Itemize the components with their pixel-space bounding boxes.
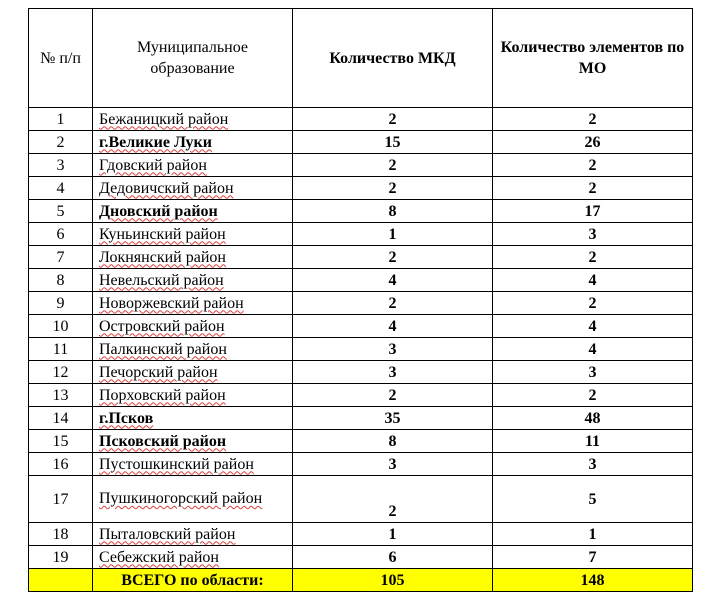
municipality-name [93,384,293,407]
row-number: 19 [29,546,93,569]
table-row [29,361,693,384]
municipality-name [93,546,293,569]
elements-count: 2 [493,108,693,131]
municipality-name-text: Бежаницкий район [99,110,229,128]
municipal-table [28,8,693,592]
table-row [29,453,693,476]
mkd-count: 4 [293,315,493,338]
row-number: 9 [29,292,93,315]
mkd-count: 1 [293,523,493,546]
row-number: 2 [29,131,93,154]
table-row [29,338,693,361]
municipality-name [93,200,293,223]
total-mkd: 105 [293,569,493,592]
mkd-count: 1 [293,223,493,246]
total-row [29,569,693,592]
table-row [29,246,693,269]
table-row [29,430,693,453]
elements-count: 48 [493,407,693,430]
header-mkd: Количество МКД [293,9,493,108]
mkd-count: 8 [293,430,493,453]
total-num-cell [29,569,93,592]
row-number: 4 [29,177,93,200]
mkd-count: 2 [293,292,493,315]
municipality-name-text: Себежский район [99,548,219,566]
municipality-name [93,223,293,246]
elements-count: 4 [493,315,693,338]
table-row [29,223,693,246]
row-number: 6 [29,223,93,246]
municipality-name [93,154,293,177]
municipality-name-text: Дновский район [99,202,218,220]
mkd-count: 8 [293,200,493,223]
header-municipality: Муниципальное образование [93,9,293,108]
row-number: 11 [29,338,93,361]
municipality-name-text: Палкинский район [99,340,227,358]
municipality-name-text: Куньинский район [99,225,226,243]
header-row [29,9,693,108]
table-row [29,546,693,569]
row-number: 10 [29,315,93,338]
table-row [29,200,693,223]
row-number: 15 [29,430,93,453]
elements-count: 3 [493,223,693,246]
table-row [29,269,693,292]
municipality-name [93,453,293,476]
total-elements: 148 [493,569,693,592]
table-row [29,108,693,131]
row-number: 16 [29,453,93,476]
header-elements: Количество элементов по МО [493,9,693,108]
elements-count: 2 [493,246,693,269]
municipality-name [93,476,293,523]
municipality-name-text: Островский район [99,317,225,335]
municipality-name [93,338,293,361]
municipality-name-text: Дедовичский район [99,179,234,197]
table-body [29,108,693,569]
municipality-name [93,108,293,131]
municipality-name-text: г.Псков [99,409,154,427]
mkd-count: 6 [293,546,493,569]
municipality-name-text: Порховский район [99,386,226,404]
row-number: 5 [29,200,93,223]
header-num: № п/п [29,9,93,108]
municipality-name-text: Локнянский район [99,248,226,266]
municipality-name-text: Печорский район [99,363,218,381]
municipality-name-text: Псковский район [99,432,227,450]
municipality-name-text: Новоржевский район [99,294,244,312]
row-number: 7 [29,246,93,269]
row-number: 13 [29,384,93,407]
municipality-name [93,131,293,154]
elements-count: 2 [493,292,693,315]
mkd-count: 2 [293,476,493,523]
row-number: 1 [29,108,93,131]
municipality-name [93,430,293,453]
elements-count: 1 [493,523,693,546]
table-row [29,154,693,177]
mkd-count: 35 [293,407,493,430]
municipality-name [93,407,293,430]
municipality-name [93,269,293,292]
table-row [29,384,693,407]
elements-count: 3 [493,453,693,476]
total-label: ВСЕГО по области: [93,569,293,592]
elements-count: 11 [493,430,693,453]
table-row [29,131,693,154]
row-number: 17 [29,476,93,523]
table-row [29,523,693,546]
municipality-name-text: г.Великие Луки [99,133,212,151]
row-number: 18 [29,523,93,546]
elements-count: 3 [493,361,693,384]
elements-count: 7 [493,546,693,569]
municipality-name-text: Пыталовский район [99,525,236,543]
municipality-name [93,292,293,315]
table-row [29,315,693,338]
mkd-count: 2 [293,154,493,177]
elements-count: 17 [493,200,693,223]
table-row [29,177,693,200]
row-number: 3 [29,154,93,177]
elements-count: 2 [493,177,693,200]
municipality-name [93,177,293,200]
municipality-name-text: Невельский район [99,271,224,289]
mkd-count: 2 [293,246,493,269]
mkd-count: 2 [293,384,493,407]
municipality-name [93,246,293,269]
mkd-count: 2 [293,177,493,200]
mkd-count: 3 [293,361,493,384]
mkd-count: 4 [293,269,493,292]
municipality-name [93,315,293,338]
mkd-count: 15 [293,131,493,154]
row-number: 12 [29,361,93,384]
row-number: 8 [29,269,93,292]
mkd-count: 3 [293,338,493,361]
municipality-name-text: Гдовский район [99,156,207,174]
mkd-count: 2 [293,108,493,131]
elements-count: 4 [493,338,693,361]
row-number: 14 [29,407,93,430]
municipality-name [93,361,293,384]
mkd-count: 3 [293,453,493,476]
municipality-name [93,523,293,546]
elements-count: 4 [493,269,693,292]
elements-count: 5 [493,476,693,523]
municipality-name-text: Пустошкинский район [99,455,254,473]
municipality-name-text: Пушкиногорский район [99,490,263,507]
elements-count: 2 [493,384,693,407]
table-row [29,476,693,523]
table-row [29,407,693,430]
elements-count: 2 [493,154,693,177]
table-row [29,292,693,315]
elements-count: 26 [493,131,693,154]
